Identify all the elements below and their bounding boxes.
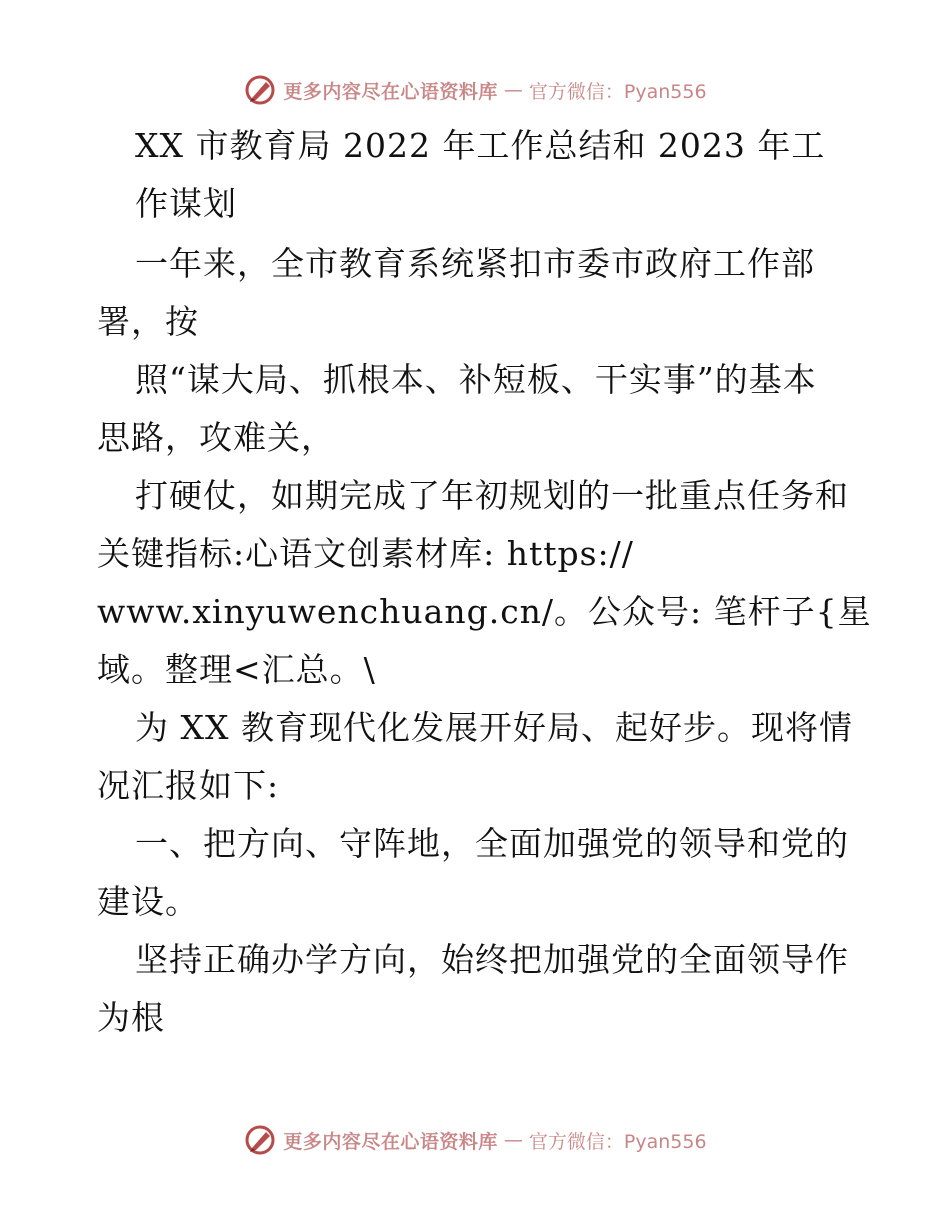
text-line: 关键指标:心语文创素材库: https:// [97,534,634,573]
text-line: 打硬仗，如期完成了年初规划的一批重点任务和 [135,476,849,515]
text-line: XX 市教育局 2022 年工作总结和 2023 年工 [135,126,826,165]
text-line: 思路，攻难关， [97,418,335,457]
text-line: 况汇报如下: [97,766,280,805]
text-line: 建设。 [97,882,199,921]
pen-nib-logo-icon [243,1123,277,1157]
pen-nib-logo-icon [243,73,277,107]
text-line: 作谋划 [135,184,237,223]
text-line: 署，按 [97,302,199,341]
text-line: 坚持正确办学方向，始终把加强党的全面领导作 [135,940,849,979]
text-line: 照“谋大局、抓根本、补短板、干实事”的基本 [135,360,817,399]
banner-title: 更多内容尽在心语资料库 [283,1130,498,1153]
banner-separator: — [503,1129,523,1151]
text-line: www.xinyuwenchuang.cn/。公众号: 笔杆子{星 [97,592,872,631]
text-line: 为根 [97,998,165,1037]
banner-separator: — [503,79,523,101]
banner-content [243,73,706,107]
footer-banner [0,1120,950,1160]
banner-wechat: 官方微信：Pyan556 [528,80,707,103]
header-banner [0,70,950,110]
text-line: 一、把方向、守阵地，全面加强党的领导和党的 [135,824,849,863]
banner-title: 更多内容尽在心语资料库 [283,80,498,103]
banner-wechat: 官方微信：Pyan556 [528,1130,707,1153]
text-line: 一年来，全市教育系统紧扣市委市政府工作部 [135,244,815,283]
text-line: 域。整理<汇总。\ [97,650,376,689]
text-line: 为 XX 教育现代化发展开好局、起好步。现将情 [135,708,853,747]
banner-content [243,1123,706,1157]
